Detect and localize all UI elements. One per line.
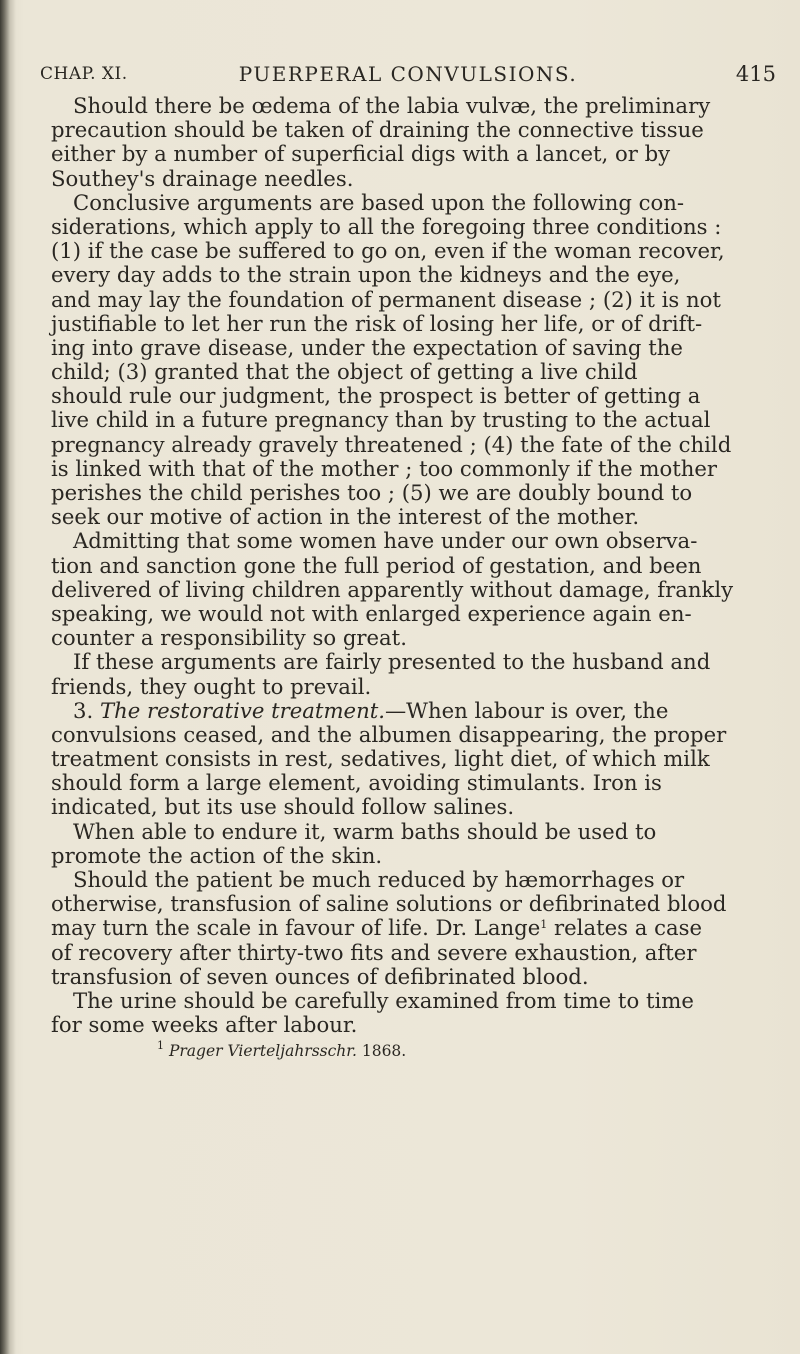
section-heading-line [51, 699, 775, 723]
text-line: counter a responsibility so great. [51, 625, 407, 651]
text-line: every day adds to the strain upon the kidneys and the eye, [51, 262, 681, 288]
text-line: transfusion of seven ounces of defibrinated blood. [51, 963, 589, 989]
text-line: should form a large element, avoiding stimulants. Iron is [51, 770, 662, 796]
footnote-year: 1868. [356, 1042, 407, 1061]
text-line: treatment consists in rest, sedatives, light diet, of which milk [51, 746, 710, 772]
text-line: Southey's drainage needles. [51, 165, 354, 191]
text-line: ing into grave disease, under the expectation of saving the [51, 334, 683, 360]
text-line: and may lay the foundation of permanent disease ; (2) it is not [51, 286, 721, 312]
text-line: If these arguments are fairly presented to the husband and [73, 649, 711, 675]
text-line: for some weeks after labour. [51, 1012, 358, 1038]
text-line: Admitting that some women have under our own observa- [73, 528, 698, 554]
text-segment: may turn the scale in favour of life. Dr. Lange [51, 915, 541, 941]
text-segment: —When labour is over, the [384, 697, 669, 723]
text-line: precaution should be taken of draining the connective tissue [51, 117, 704, 143]
page-number: 415 [735, 62, 776, 86]
text-line: promote the action of the skin. [51, 842, 383, 868]
text-line: The urine should be carefully examined from time to time [73, 987, 694, 1013]
footnote-reference: 1 [540, 918, 548, 932]
text-line: speaking, we would not with enlarged experience again en- [51, 600, 692, 626]
text-line: Should there be œdema of the labia vulvæ, the preliminary [73, 93, 711, 118]
section-number: 3. [73, 697, 94, 723]
text-line: perishes the child perishes too ; (5) we are doubly bound to [51, 480, 693, 505]
body-text [51, 94, 775, 1061]
text-line: seek our motive of action in the interest of the mother. [51, 504, 640, 530]
page-header [40, 62, 776, 92]
text-line: tion and sanction gone the full period of gestation, and been [51, 552, 702, 578]
text-line: of recovery after thirty-two fits and severe exhaustion, after [51, 939, 697, 965]
text-segment: relates a case [547, 915, 703, 941]
text-line: indicated, but its use should follow salines. [51, 794, 515, 820]
footnote [51, 1041, 775, 1061]
text-line-with-footnote [51, 916, 775, 940]
text-line: delivered of living children apparently without damage, frankly [51, 576, 734, 602]
text-line: is linked with that of the mother ; too commonly if the mother [51, 455, 718, 481]
text-line: (1) if the case be suffered to go on, even if the woman recover, [51, 238, 725, 264]
binding-gutter [0, 0, 16, 1354]
text-line: should rule our judgment, the prospect is better of getting a [51, 383, 701, 409]
running-title: PUERPERAL CONVULSIONS. [238, 62, 578, 86]
section-title: The restorative treatment. [99, 697, 385, 723]
text-line: either by a number of superficial digs with a lancet, or by [51, 141, 671, 167]
footnote-source: Prager Vierteljahrsschr. [168, 1042, 357, 1061]
text-line: convulsions ceased, and the albumen disappearing, the proper [51, 721, 727, 747]
text-line: live child in a future pregnancy than by trusting to the actual [51, 407, 711, 433]
text-line: Should the patient be much reduced by hæmorrhages or [73, 867, 685, 892]
text-line: child; (3) granted that the object of getting a live child [51, 359, 638, 385]
text-line: pregnancy already gravely threatened ; (4) the fate of the child [51, 431, 732, 457]
chapter-label: CHAP. XI. [40, 64, 128, 84]
text-line: When able to endure it, warm baths should be used to [73, 818, 657, 844]
text-line: friends, they ought to prevail. [51, 673, 372, 699]
text-line: Conclusive arguments are based upon the following con- [73, 189, 685, 215]
text-line: siderations, which apply to all the foregoing three conditions : [51, 213, 722, 239]
footnote-mark: 1 [157, 1039, 164, 1053]
text-line: justifiable to let her run the risk of losing her life, or of drift- [51, 310, 703, 336]
text-line: otherwise, transfusion of saline solutions or defibrinated blood [51, 891, 727, 917]
